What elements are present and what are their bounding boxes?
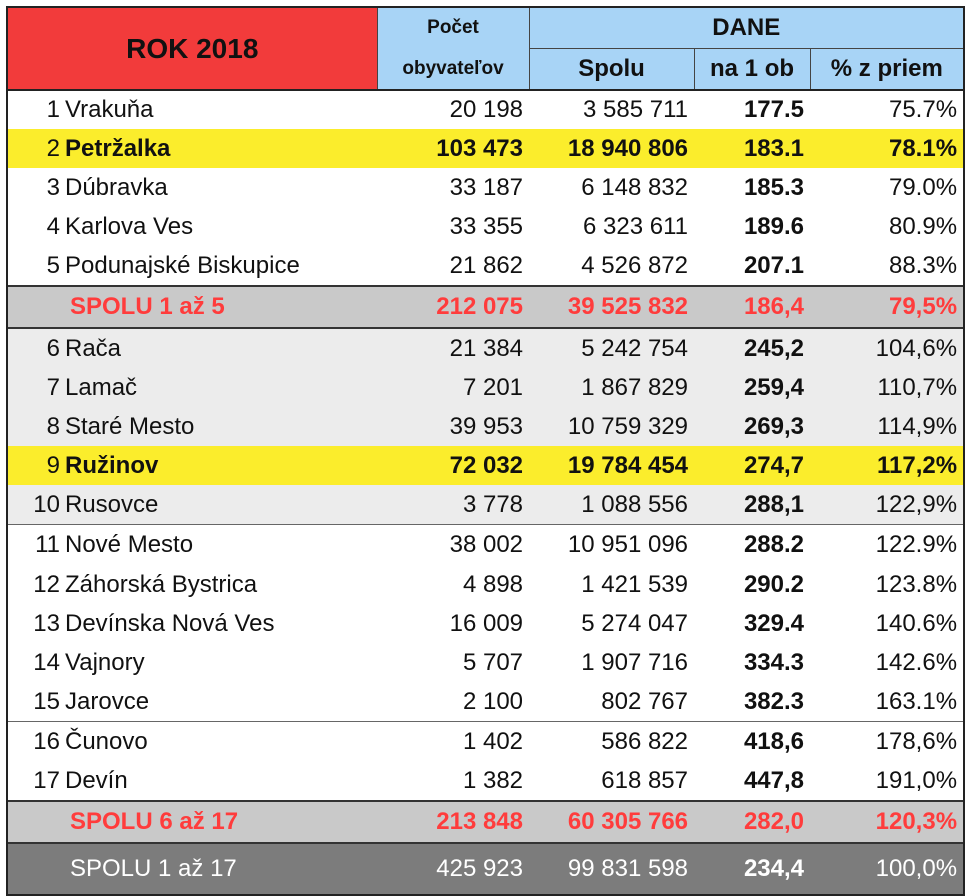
- district-name: Devínska Nová Ves: [65, 610, 275, 637]
- tax-table: [8, 8, 963, 894]
- tax-per-capita-value: 382.3: [743, 688, 805, 715]
- district-name: Rača: [65, 328, 377, 368]
- tax-per-capita-value: 259,4: [694, 368, 810, 407]
- district-name: Nové Mesto: [65, 525, 377, 566]
- table-row: [8, 129, 963, 168]
- tax-per-capita-value: 234,4: [694, 843, 810, 894]
- tax-total-value: 4 526 872: [581, 252, 689, 279]
- table-row: [8, 604, 963, 643]
- tax-percent-income-value: 140.6%: [875, 610, 958, 637]
- summary-row: [8, 286, 963, 328]
- district-name: Rusovce: [65, 485, 377, 525]
- table-row: [8, 446, 963, 485]
- population-value: 1 382: [462, 767, 524, 794]
- district-name: Karlova Ves: [65, 213, 194, 240]
- population-value: 33 187: [449, 174, 524, 201]
- tax-percent-income-value: 75.7%: [810, 90, 963, 129]
- row-number: 1: [8, 90, 65, 129]
- taxes-percent-income-header: % z priem: [810, 49, 963, 91]
- tax-percent-income-value: 120,3%: [810, 801, 963, 843]
- population-header-line2: obyvateľov: [377, 49, 529, 91]
- population-value: 5 707: [462, 649, 524, 676]
- population-value: 425 923: [377, 843, 529, 894]
- tax-per-capita-value: 245,2: [694, 328, 810, 368]
- population-value: 1 402: [377, 722, 529, 762]
- tax-total-value: 10 759 329: [529, 407, 694, 446]
- tax-percent-income-value: 88.3%: [888, 252, 958, 279]
- row-number: 11: [8, 525, 65, 566]
- table-row: [8, 682, 963, 722]
- district-name: Jarovce: [65, 688, 150, 715]
- population-value: 39 953: [377, 407, 529, 446]
- tax-per-capita-value: 329.4: [743, 610, 805, 637]
- taxes-total-header: Spolu: [529, 49, 694, 91]
- table-row: [8, 246, 963, 286]
- row-number: 16: [8, 722, 65, 762]
- district-name: Devín: [65, 767, 128, 794]
- district-name: Lamač: [65, 368, 377, 407]
- row-number: 5: [46, 252, 60, 279]
- tax-percent-income-value: 122,9%: [810, 485, 963, 525]
- table-row: [8, 328, 963, 368]
- summary-row: [8, 843, 963, 894]
- population-value: 33 355: [449, 213, 524, 240]
- tax-per-capita-value: 185.3: [743, 174, 805, 201]
- population-value: 72 032: [377, 446, 529, 485]
- row-number: 14: [33, 649, 60, 676]
- population-value: 4 898: [462, 571, 524, 598]
- tax-per-capita-value: 274,7: [694, 446, 810, 485]
- district-name: Petržalka: [65, 129, 377, 168]
- tax-total-value: 1 421 539: [581, 571, 689, 598]
- tax-percent-income-value: 104,6%: [810, 328, 963, 368]
- district-name: Vrakuňa: [65, 90, 377, 129]
- taxes-per-capita-header: na 1 ob: [694, 49, 810, 91]
- tax-percent-income-value: 122.9%: [810, 525, 963, 566]
- table-row: [8, 168, 963, 207]
- district-name: Záhorská Bystrica: [65, 571, 258, 598]
- tax-total-value: 18 940 806: [529, 129, 694, 168]
- population-header-line1: Počet: [377, 8, 529, 49]
- tax-per-capita-value: 177.5: [694, 90, 810, 129]
- tax-per-capita-value: 334.3: [743, 649, 805, 676]
- year-title: ROK 2018: [8, 8, 377, 90]
- population-value: 21 384: [377, 328, 529, 368]
- tax-per-capita-value: 418,6: [694, 722, 810, 762]
- tax-percent-income-value: 110,7%: [810, 368, 963, 407]
- tax-total-value: 802 767: [601, 688, 689, 715]
- tax-percent-income-value: 114,9%: [810, 407, 963, 446]
- district-name: Staré Mesto: [65, 407, 377, 446]
- summary-row: [8, 801, 963, 843]
- row-number: 13: [33, 610, 60, 637]
- tax-percent-income-value: 79.0%: [888, 174, 958, 201]
- row-number: 3: [46, 174, 60, 201]
- table-row: [8, 643, 963, 682]
- row-number: 8: [8, 407, 65, 446]
- row-number: 10: [8, 485, 65, 525]
- tax-per-capita-value: 189.6: [743, 213, 805, 240]
- district-name: Podunajské Biskupice: [65, 252, 300, 279]
- tax-per-capita-value: 288,1: [694, 485, 810, 525]
- tax-per-capita-value: 207.1: [743, 252, 805, 279]
- population-value: 38 002: [377, 525, 529, 566]
- tax-total-value: 19 784 454: [529, 446, 694, 485]
- tax-per-capita-value: 447,8: [743, 767, 805, 794]
- tax-percent-income-value: 100,0%: [810, 843, 963, 894]
- tax-percent-income-value: 191,0%: [875, 767, 958, 794]
- tax-percent-income-value: 80.9%: [888, 213, 958, 240]
- row-number: 7: [8, 368, 65, 407]
- table-row: [8, 722, 963, 762]
- population-value: 103 473: [377, 129, 529, 168]
- district-name: Čunovo: [65, 722, 377, 762]
- tax-total-value: 10 951 096: [529, 525, 694, 566]
- table-row: [8, 565, 963, 604]
- row-number: 17: [33, 767, 60, 794]
- tax-per-capita-value: 269,3: [694, 407, 810, 446]
- summary-label: SPOLU 1 až 17: [8, 843, 377, 894]
- row-number: 6: [8, 328, 65, 368]
- taxes-header: DANE: [529, 8, 963, 49]
- population-value: 21 862: [449, 252, 524, 279]
- tax-percent-income-value: 117,2%: [810, 446, 963, 485]
- tax-total-value: 1 907 716: [581, 649, 689, 676]
- tax-total-value: 586 822: [529, 722, 694, 762]
- row-number: 2: [8, 129, 65, 168]
- tax-percent-income-value: 123.8%: [875, 571, 958, 598]
- tax-total-value: 60 305 766: [529, 801, 694, 843]
- table-row: [8, 761, 963, 801]
- district-name: Dúbravka: [65, 174, 168, 201]
- row-number: 12: [33, 571, 60, 598]
- table-row: [8, 207, 963, 246]
- table-row: [8, 368, 963, 407]
- tax-total-value: 5 242 754: [529, 328, 694, 368]
- population-value: 212 075: [377, 286, 529, 328]
- tax-per-capita-value: 183.1: [694, 129, 810, 168]
- row-number: 9: [8, 446, 65, 485]
- population-value: 20 198: [377, 90, 529, 129]
- district-name: Ružinov: [65, 446, 377, 485]
- table-row: [8, 407, 963, 446]
- tax-per-capita-value: 288.2: [694, 525, 810, 566]
- tax-total-value: 3 585 711: [529, 90, 694, 129]
- population-value: 3 778: [377, 485, 529, 525]
- population-value: 2 100: [462, 688, 524, 715]
- summary-label: SPOLU 1 až 5: [8, 286, 377, 328]
- tax-total-value: 1 088 556: [529, 485, 694, 525]
- table-body: [8, 90, 963, 894]
- tax-total-value: 39 525 832: [529, 286, 694, 328]
- tax-percent-income-value: 79,5%: [810, 286, 963, 328]
- tax-total-value: 6 323 611: [583, 213, 689, 240]
- table-row: [8, 90, 963, 129]
- summary-label: SPOLU 6 až 17: [8, 801, 377, 843]
- district-name: Vajnory: [65, 649, 145, 676]
- tax-percent-income-value: 163.1%: [875, 688, 958, 715]
- population-value: 213 848: [377, 801, 529, 843]
- tax-per-capita-value: 186,4: [694, 286, 810, 328]
- tax-table-sheet: [6, 6, 965, 896]
- table-row: [8, 485, 963, 525]
- tax-total-value: 618 857: [601, 767, 689, 794]
- table-row: [8, 525, 963, 566]
- tax-percent-income-value: 178,6%: [810, 722, 963, 762]
- tax-total-value: 99 831 598: [529, 843, 694, 894]
- row-number: 15: [33, 688, 60, 715]
- population-value: 16 009: [449, 610, 524, 637]
- population-value: 7 201: [377, 368, 529, 407]
- tax-per-capita-value: 290.2: [743, 571, 805, 598]
- tax-total-value: 5 274 047: [581, 610, 689, 637]
- tax-per-capita-value: 282,0: [694, 801, 810, 843]
- tax-percent-income-value: 78.1%: [810, 129, 963, 168]
- tax-percent-income-value: 142.6%: [875, 649, 958, 676]
- tax-total-value: 6 148 832: [581, 174, 689, 201]
- row-number: 4: [46, 213, 60, 240]
- tax-total-value: 1 867 829: [529, 368, 694, 407]
